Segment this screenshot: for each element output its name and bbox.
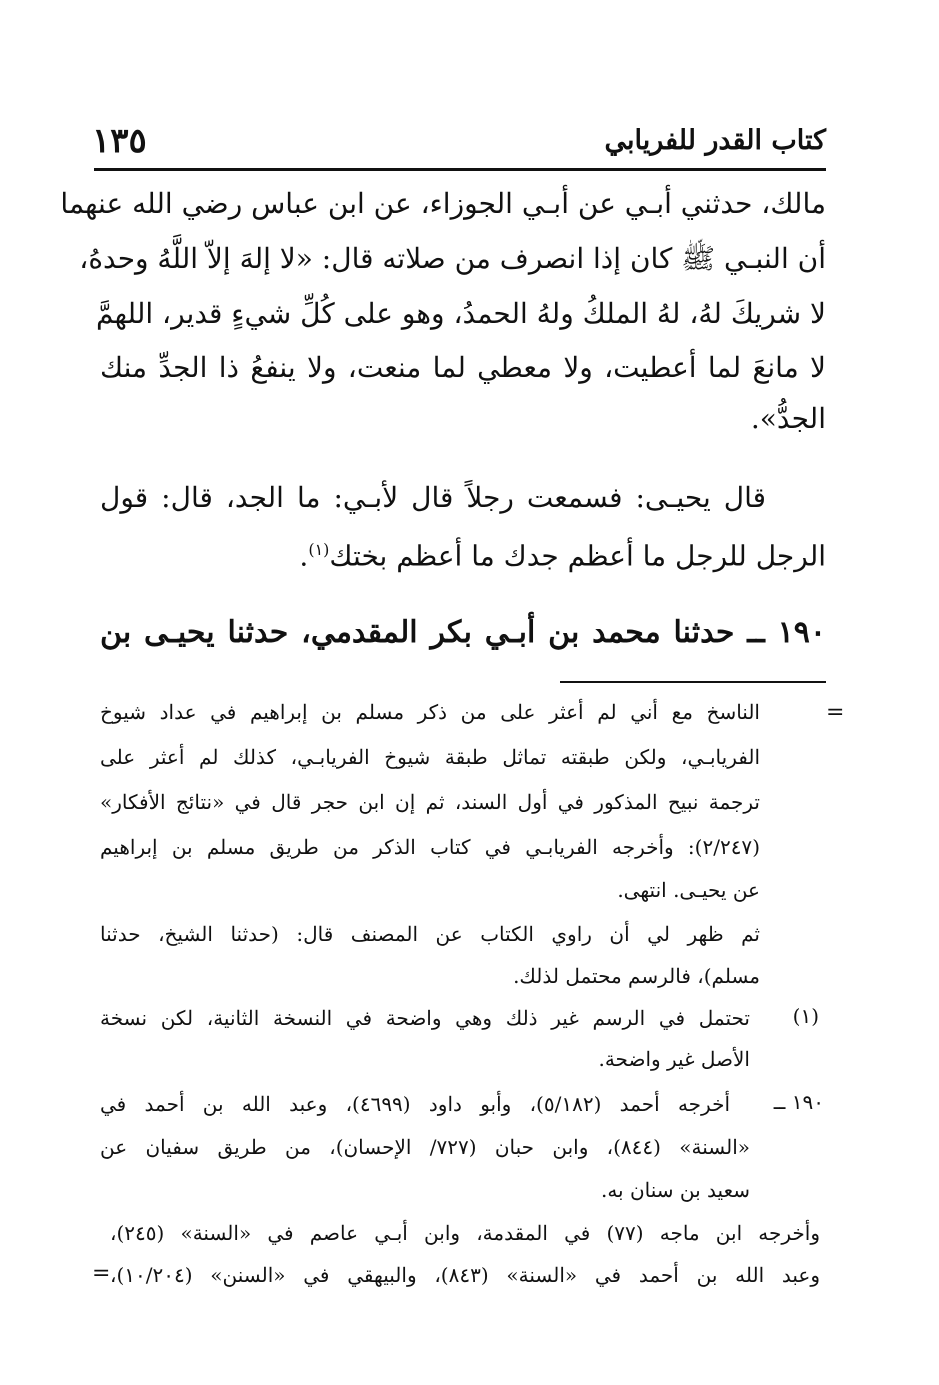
footnote-line: ترجمة نبيح المذكور في أول السند، ثم إن ابن حجر قال في «نتائج الأفكار» bbox=[100, 790, 760, 814]
footnote-line: الأصل غير واضحة. bbox=[598, 1047, 750, 1071]
running-title: كتاب القدر للفريابي bbox=[604, 125, 826, 156]
hadith-heading-line: ١٩٠ ــ حدثنا محمد بن أبـي بكر المقدمي، حدثنا يحيـى بن bbox=[100, 615, 826, 650]
footnote-ref: (١) bbox=[308, 540, 330, 559]
main-text-line: أن النبـي ﷺ كان إذا انصرف من صلاته قال: «لا إلهَ إلاّ اللَّهُ وحدهُ، bbox=[79, 242, 826, 275]
footnote-line: مسلم)، فالرسم محتمل لذلك. bbox=[513, 964, 760, 988]
footnote-line: أخرجه أحمد (٥/١٨٢)، وأبو داود (٤٦٩٩)، وعبد الله بن أحمد في bbox=[100, 1092, 730, 1116]
footnote-number: ١٩٠ ــ bbox=[773, 1090, 824, 1114]
footnote-rule bbox=[560, 681, 826, 683]
footnote-line: «السنة» (٨٤٤)، وابن حبان (٧٢٧/ الإحسان)، من طريق سفيان عن bbox=[100, 1135, 750, 1159]
footnote-line: ثم ظهر لي أن راوي الكتاب عن المصنف قال: (حدثنا الشيخ، حدثنا bbox=[100, 922, 760, 946]
main-text-line: لا مانعَ لما أعطيت، ولا معطي لما منعت، ولا ينفعُ ذا الجدِّ منك bbox=[100, 351, 826, 384]
main-text-line bbox=[100, 532, 826, 574]
footnote-line: (٢/٢٤٧): وأخرجه الفريابـي في كتاب الذكر من طريق مسلم بن إبراهيم bbox=[100, 835, 760, 859]
footnote-line: الفريابـي، ولكن طبقته تماثل طبقة شيوخ الفريابـي، كذلك لم أعثر على bbox=[100, 745, 760, 769]
main-text-fragment: الرجل للرجل ما أعظم جدك ما أعظم بختك bbox=[329, 539, 826, 573]
footnote-line: الناسخ مع أني لم أعثر على من ذكر مسلم بن إبراهيم في عداد شيوخ bbox=[100, 700, 760, 724]
main-text-line: لا شريكَ لهُ، لهُ الملكُ ولهُ الحمدُ، وهو على كُلِّ شيءٍ قدير، اللهمَّ bbox=[96, 297, 826, 330]
footnote-line: وعبد الله بن أحمد في «السنة» (٨٤٣)، والبيهقي في «السنن» (١٠/٢٠٤)، bbox=[110, 1263, 820, 1287]
footnote-line: وأخرجه ابن ماجه (٧٧) في المقدمة، وابن أبـي عاصم في «السنة» (٢٤٥)، bbox=[110, 1221, 820, 1245]
continuation-mark: = bbox=[826, 700, 845, 725]
footnote-line: سعيد بن سنان به. bbox=[600, 1178, 750, 1202]
footnote-line: عن يحيـى. انتهى. bbox=[617, 878, 760, 902]
sentence-end: . bbox=[299, 539, 309, 573]
page-header bbox=[92, 121, 826, 169]
header-rule bbox=[94, 168, 826, 171]
main-text-line: مالك، حدثني أبـي عن أبـي الجوزاء، عن ابن عباس رضي الله عنهما bbox=[60, 187, 826, 220]
main-text-line: الجدُّ». bbox=[750, 402, 826, 435]
footnote-number: (١) bbox=[792, 1004, 819, 1028]
page-number: ١٣٥ bbox=[92, 121, 147, 161]
continuation-mark: = bbox=[92, 1261, 111, 1286]
main-text-line: قال يحيـى: فسمعت رجلاً قال لأبـي: ما الجد، قال: قول bbox=[100, 481, 766, 514]
footnote-line: تحتمل في الرسم غير ذلك وهي واضحة في النسخة الثانية، لكن نسخة bbox=[100, 1006, 750, 1030]
